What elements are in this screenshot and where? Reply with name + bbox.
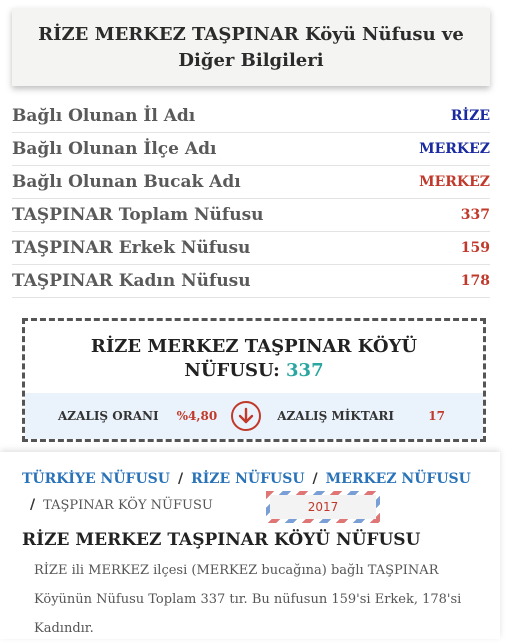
decline-rate-label: AZALIŞ ORANI <box>58 409 159 423</box>
year-badge-label: 2017 <box>270 495 376 519</box>
info-value: MERKEZ <box>419 174 490 190</box>
info-value: 337 <box>460 207 490 223</box>
breadcrumb-link-rize[interactable]: RİZE NÜFUSU <box>191 471 305 487</box>
year-badge <box>266 491 380 523</box>
info-row-total-population <box>12 199 490 232</box>
population-title-prefix: NÜFUSU: <box>184 360 280 381</box>
info-table <box>12 100 490 298</box>
breadcrumb-separator: / <box>178 471 184 487</box>
decline-stats-bar <box>25 393 483 439</box>
population-summary-box <box>22 318 486 442</box>
info-row-female-population <box>12 265 490 298</box>
info-value: 178 <box>460 273 490 289</box>
info-value: RİZE <box>450 108 490 124</box>
info-value: MERKEZ <box>419 141 490 157</box>
decline-rate-value: %4,80 <box>176 409 218 423</box>
section-description: RİZE ili MERKEZ ilçesi (MERKEZ bucağına) bağlı TAŞPINAR Köyünün Nüfusu Toplam 337 tır. Bu nüfusun 159'si Erkek, 178'si Kadındır. <box>34 563 462 636</box>
decline-amount-value: 17 <box>428 409 445 423</box>
info-label: Bağlı Olunan Bucak Adı <box>12 172 241 192</box>
population-title-line: RİZE MERKEZ TAŞPINAR KÖYÜ <box>90 336 418 357</box>
info-label: Bağlı Olunan İl Adı <box>12 106 196 126</box>
info-value: 159 <box>460 240 490 256</box>
population-title <box>25 321 483 383</box>
info-row-male-population <box>12 232 490 265</box>
arrow-down-circle-icon <box>231 401 261 431</box>
page-title-card <box>12 8 490 86</box>
population-title-value-line <box>25 359 483 383</box>
info-row-district <box>12 133 490 166</box>
breadcrumb-link-turkey[interactable]: TÜRKİYE NÜFUSU <box>22 471 170 487</box>
page-title: RİZE MERKEZ TAŞPINAR Köyü Nüfusu ve Diğer Bilgileri <box>38 24 464 71</box>
info-row-subdistrict <box>12 166 490 199</box>
breadcrumb-separator: / <box>30 497 36 513</box>
decline-amount-label: AZALIŞ MİKTARI <box>277 409 395 423</box>
info-label: TAŞPINAR Toplam Nüfusu <box>12 205 264 225</box>
info-label: TAŞPINAR Erkek Nüfusu <box>12 238 251 258</box>
breadcrumb-link-merkez[interactable]: MERKEZ NÜFUSU <box>325 471 471 487</box>
population-total-value: 337 <box>286 360 324 381</box>
info-label: TAŞPINAR Kadın Nüfusu <box>12 271 251 291</box>
breadcrumb <box>22 466 472 519</box>
arrow-down-glyph <box>238 407 254 425</box>
breadcrumb-current: TAŞPINAR KÖY NÜFUSU <box>43 498 213 513</box>
info-row-province <box>12 100 490 133</box>
breadcrumb-separator: / <box>312 471 318 487</box>
info-label: Bağlı Olunan İlçe Adı <box>12 139 217 159</box>
section-title: RİZE MERKEZ TAŞPINAR KÖYÜ NÜFUSU <box>22 530 421 550</box>
content-panel <box>0 452 500 639</box>
